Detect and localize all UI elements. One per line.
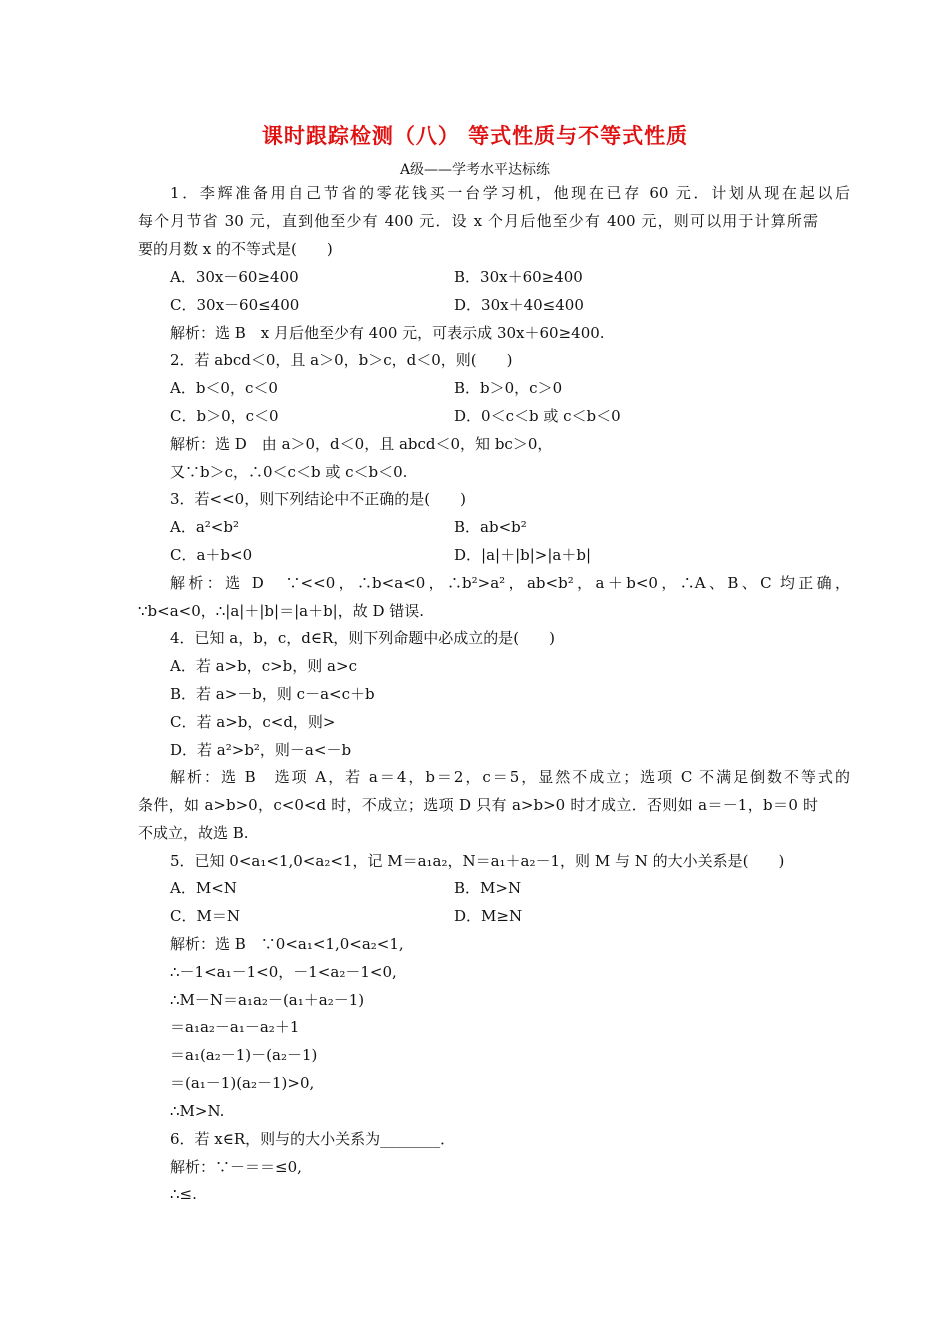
q3-option-a: A．a²<b²: [170, 518, 239, 536]
q5-answer-step-1: 解析：选 B ∵0<a₁<1,0<a₂<1,: [170, 935, 404, 953]
q4-answer-line-1: 解析：选 B 选项 A，若 a＝4，b＝2，c＝5，显然不成立；选项 C 不满足倒数不等式的: [170, 768, 850, 786]
q4-answer-line-2: 条件，如 a>b>0，c<0<d 时，不成立；选项 D 只有 a>b>0 时才成立．否则如 a＝－1，b＝0 时: [138, 796, 818, 814]
q1-answer: 解析：选 B x 月后他至少有 400 元，可表示成 30x＋60≥400.: [170, 324, 605, 342]
q6-stem: 6．若 x∈R，则与的大小关系为________．: [170, 1130, 456, 1148]
q5-answer-step-6: ＝(a₁－1)(a₂－1)>0,: [170, 1074, 315, 1092]
q1-option-d: D．30x＋40≤400: [454, 296, 584, 314]
q5-answer-step-4: ＝a₁a₂－a₁－a₂＋1: [170, 1018, 300, 1036]
q3-option-c: C．a＋b<0: [170, 546, 253, 564]
q3-answer-line-1: 解析：选 D ∵<<0，∴b<a<0，∴b²>a²，ab<b²，a＋b<0，∴A、B、C 均正确，: [170, 574, 850, 592]
q4-option-a: A．若 a>b，c>b，则 a>c: [170, 657, 357, 675]
q1-stem-line-1: 1．李辉准备用自己节省的零花钱买一台学习机，他现在已存 60 元．计划从现在起以后: [170, 184, 850, 202]
page-title: 课时跟踪检测（八） 等式性质与不等式性质: [261, 124, 689, 148]
q4-option-b: B．若 a>－b，则 c－a<c＋b: [170, 685, 375, 703]
q2-option-d: D．0＜c＜b 或 c＜b＜0: [454, 407, 621, 425]
q2-option-a: A．b＜0，c＜0: [170, 379, 278, 397]
q1-stem-line-3: 要的月数 x 的不等式是( ): [138, 240, 333, 258]
q2-answer-line-1: 解析：选 D 由 a＞0，d＜0，且 abcd＜0，知 bc＞0，: [170, 435, 553, 453]
q1-option-c: C．30x－60≤400: [170, 296, 300, 314]
q6-answer-step-2: ∴≤.: [170, 1185, 197, 1203]
q2-stem: 2．若 abcd＜0，且 a＞0，b＞c，d＜0，则( ): [170, 351, 513, 369]
q1-option-b: B．30x＋60≥400: [454, 268, 583, 286]
q3-option-b: B．ab<b²: [454, 518, 527, 536]
q5-stem: 5．已知 0<a₁<1,0<a₂<1，记 M＝a₁a₂，N＝a₁＋a₂－1，则 M 与 N 的大小关系是( ): [170, 852, 785, 870]
q2-answer-line-2: 又∵b＞c，∴0＜c＜b 或 c＜b＜0.: [170, 463, 408, 481]
q4-stem: 4．已知 a，b，c，d∈R，则下列命题中必成立的是( ): [170, 629, 555, 647]
q2-option-c: C．b＞0，c＜0: [170, 407, 279, 425]
q5-answer-step-2: ∴－1<a₁－1<0，－1<a₂－1<0,: [170, 963, 397, 981]
q1-option-a: A．30x－60≥400: [170, 268, 299, 286]
q6-answer-step-1: 解析：∵－＝＝≤0,: [170, 1158, 302, 1176]
q3-stem: 3．若<<0，则下列结论中不正确的是( ): [170, 490, 466, 508]
q5-option-a: A．M<N: [170, 879, 237, 897]
q3-answer-line-2: ∵b<a<0，∴|a|＋|b|＝|a＋b|，故 D 错误.: [138, 602, 425, 620]
q5-answer-step-3: ∴M－N＝a₁a₂－(a₁＋a₂－1): [170, 991, 365, 1009]
q1-stem-line-2: 每个月节省 30 元，直到他至少有 400 元．设 x 个月后他至少有 400 元，则可以用于计算所需: [138, 212, 818, 230]
q5-option-c: C．M＝N: [170, 907, 240, 925]
q5-option-d: D．M≥N: [454, 907, 523, 925]
q3-option-d: D．|a|＋|b|>|a＋b|: [454, 546, 592, 564]
q5-answer-step-5: ＝a₁(a₂－1)－(a₂－1): [170, 1046, 318, 1064]
q5-option-b: B．M>N: [454, 879, 522, 897]
q4-option-c: C．若 a>b，c<d，则>: [170, 713, 336, 731]
section-subtitle: A级——学考水平达标练: [399, 162, 551, 178]
q4-option-d: D．若 a²>b²，则－a<－b: [170, 741, 352, 759]
q2-option-b: B．b＞0，c＞0: [454, 379, 563, 397]
q4-answer-line-3: 不成立，故选 B.: [138, 824, 249, 842]
q5-answer-step-7: ∴M>N.: [170, 1102, 225, 1120]
